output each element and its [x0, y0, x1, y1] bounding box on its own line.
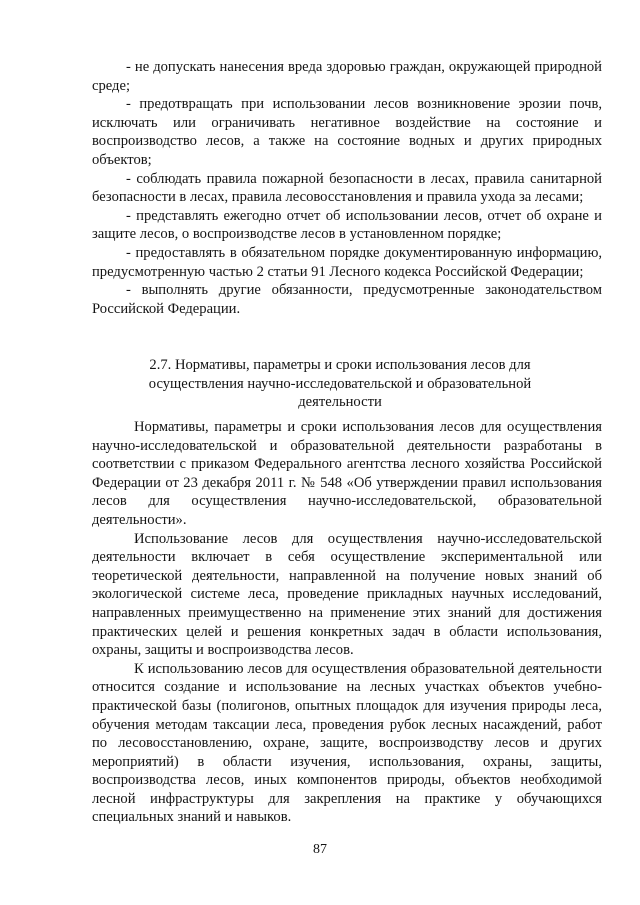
section-body [92, 418, 602, 827]
list-item: - не допускать нанесения вреда здоровью граждан, окружающей природной среде; [92, 59, 602, 94]
list-item: - представлять ежегодно отчет об использовании лесов, отчет об охране и защите лесов, о воспроизводстве лесов в установленном порядке; [92, 207, 602, 243]
section-heading: 2.7. Нормативы, параметры и сроки использования лесов для осуществления научно-исследовательской и образовательной деятельности [148, 357, 532, 411]
body-paragraph: Использование лесов для осуществления научно-исследовательской деятельности включает в себя осуществление экспериментальной или теоретической деятельности, направленной на получение новых знаний об экологической системе леса, проведение прикладных научных исследований, направленных преимущественно на применение этих знаний для достижения практических целей и решения конкретных задач в области использования, охраны, защиты и воспроизводства лесов. [92, 530, 602, 659]
body-paragraph: Нормативы, параметры и сроки использования лесов для осуществления научно-исследовательской и образовательной деятельности разработаны в соответствии с приказом Федерального агентства лесного хозяйства Российской Федерации от 23 декабря 2011 г. № 548 «Об утверждении правил использования лесов для осуществления научно-исследовательской, образовательной деятельности». [92, 419, 602, 528]
list-item: - соблюдать правила пожарной безопасности в лесах, правила санитарной безопасности в лесах, правила лесовосстановления и правила ухода за лесами; [92, 170, 602, 206]
list-item: - выполнять другие обязанности, предусмотренные законодательством Российской Федерации. [92, 282, 602, 317]
page-number: 87 [313, 842, 327, 857]
body-paragraph: К использованию лесов для осуществления образовательной деятельности относится создание и использование на лесных участках объектов учебно-практической базы (полигонов, опытных площадок для изучения природы леса, обучения методам таксации леса, проведения рубок лесных насаждений, работ по лесовосстановлению, охране, защите, воспроизводству лесов и других мероприятий) в области изучения, использования, охраны, защиты, воспроизводства лесов, иных компонентов природы, объектов необходимой лесной инфраструктуры для закрепления на практике у обучающихся специальных знаний и навыков. [92, 660, 602, 826]
list-item: - предотвращать при использовании лесов возникновение эрозии почв, исключать или ограничивать негативное воздействие на состояние и воспроизводство лесов, а также на состояние водных и других природных объектов; [92, 96, 602, 168]
obligations-list [92, 58, 602, 318]
list-item: - предоставлять в обязательном порядке документированную информацию, предусмотренную частью 2 статьи 91 Лесного кодекса Российской Федерации; [92, 244, 602, 280]
